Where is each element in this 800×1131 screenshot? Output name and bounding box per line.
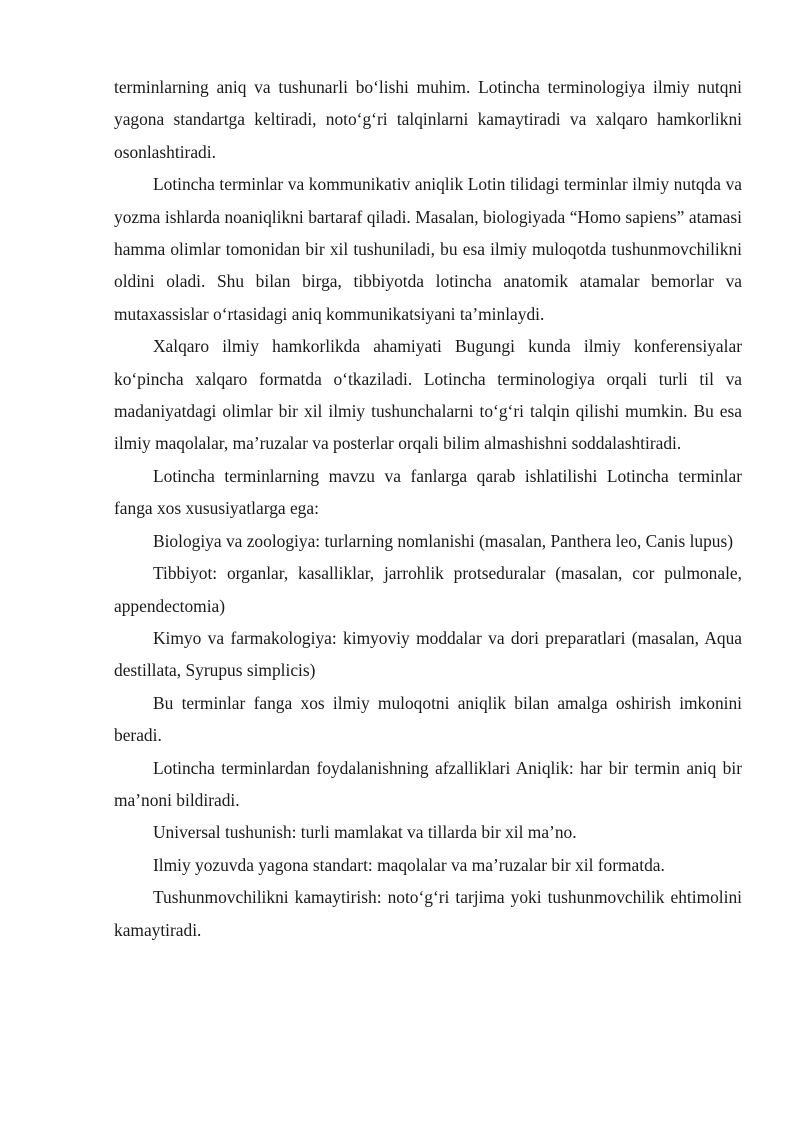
paragraph-medicine: Tibbiyot: organlar, kasalliklar, jarrohlik protseduralar (masalan, cor pulmonale, appendectomia) xyxy=(114,563,742,616)
paragraph-advantages-precision: Lotincha terminlardan foydalanishning afzalliklari Aniqlik: har bir termin aniq bir ma’noni bildiradi. xyxy=(114,757,742,810)
paragraph-continuation: terminlarning aniq va tushunarli bo‘lishi muhim. Lotincha terminologiya ilmiy nutqni yagona standartga keltiradi, noto‘g‘ri talqinlarni kamaytiradi va xalqaro hamkorlikni osonlashtiradi. xyxy=(114,77,742,162)
paragraph-scientific-communication: Bu terminlar fanga xos ilmiy muloqotni aniqlik bilan amalga oshirish imkonini beradi. xyxy=(114,692,742,746)
paragraph-chemistry-pharmacology: Kimyo va farmakologiya: kimyoviy moddalar va dori preparatlari (masalan, Aqua destillata, Syrupus simplicis) xyxy=(114,627,742,681)
paragraph-biology-zoology: Biologiya va zoologiya: turlarning nomlanishi (masalan, Panthera leo, Canis lupus) xyxy=(153,530,734,551)
paragraph-communicative-precision: Lotincha terminlar va kommunikativ aniqlik Lotin tilidagi terminlar ilmiy nutqda va yozma ishlarda noaniqlikni bartaraf qiladi. Masalan, biologiyada “Homo sapiens” atamasi hamma olimlar tomonidan bir xil tushuniladi, bu esa ilmiy muloqotda tushunmovchilikni oldini oladi. Shu bilan birga, tibbiyotda lotincha anatomik atamalar bemorlar va mutaxassislar o‘rtasidagi aniq kommunikatsiyani ta’minlaydi. xyxy=(114,174,742,324)
document-body xyxy=(114,71,742,946)
paragraph-usage-by-field: Lotincha terminlarning mavzu va fanlarga qarab ishlatilishi Lotincha terminlar fanga xos xususiyatlarga ega: xyxy=(114,465,742,519)
paragraph-universal-understanding: Universal tushunish: turli mamlakat va tillarda bir xil ma’no. xyxy=(153,822,577,843)
paragraph-international-cooperation: Xalqaro ilmiy hamkorlikda ahamiyati Bugungi kunda ilmiy konferensiyalar ko‘pincha xalqaro formatda o‘tkaziladi. Lotincha terminologiya orqali turli til va madaniyatdagi olimlar bir xil ilmiy tushunchalarni to‘g‘ri talqin qilishi mumkin. Bu esa ilmiy maqolalar, ma’ruzalar va posterlar orqali bilim almashishni soddalashtiradi. xyxy=(114,336,742,454)
paragraph-unified-standard: Ilmiy yozuvda yagona standart: maqolalar va ma’ruzalar bir xil formatda. xyxy=(153,854,665,875)
paragraph-reducing-misunderstanding: Tushunmovchilikni kamaytirish: noto‘g‘ri tarjima yoki tushunmovchilik ehtimolini kamaytiradi. xyxy=(114,887,742,940)
